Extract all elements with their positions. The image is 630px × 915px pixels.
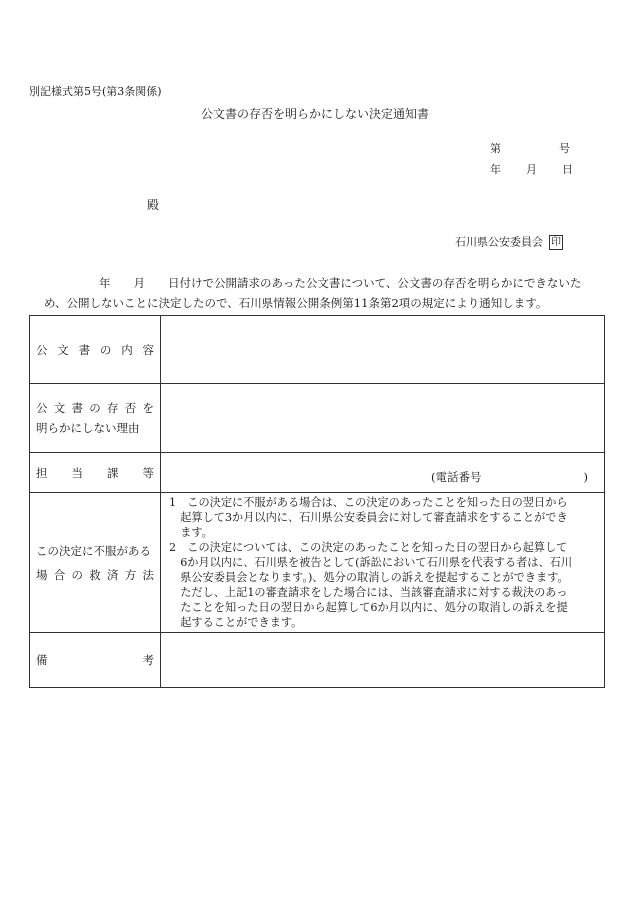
remedy-line: ただし、上記1の審査請求をした場合には、当該審査請求に対する裁決のあっ — [169, 586, 568, 599]
date-day-label: 日 — [562, 163, 573, 176]
label-remedy-line-2 — [36, 567, 154, 583]
phone-close-paren: ) — [583, 470, 588, 484]
value-document-content — [161, 316, 605, 384]
remedy-line: 起算して3か月以内に、石川県公安委員会に対して審査請求をすることができ — [169, 511, 568, 524]
label-char: 課 — [107, 465, 119, 480]
addressee-suffix: 殿 — [147, 198, 160, 212]
label-char: 方 — [124, 567, 137, 582]
remedy-line: 起することができます。 — [169, 616, 303, 629]
notice-table — [29, 315, 605, 688]
phone-label: (電話番号 — [431, 470, 482, 484]
label-char: の — [89, 401, 101, 415]
seal-mark: 印 — [551, 237, 561, 248]
remedy-line: ます。 — [169, 526, 213, 539]
label-remedy-line-1: この決定に不服がある — [36, 543, 151, 558]
document-number-line — [490, 142, 570, 156]
label-char: 文 — [53, 401, 66, 415]
label-char: 合 — [53, 567, 66, 582]
remedy-line: 6か月以内に、石川県を被告として(訴訟において石川県を代表する者は、石川 — [169, 556, 573, 569]
label-char: 文 — [57, 342, 69, 357]
remedy-line: 県公安委員会となります。)、処分の取消しの訴えを提起することができます。 — [169, 571, 569, 584]
date-line — [490, 163, 573, 177]
label-char: 書 — [78, 342, 91, 357]
label-char: 担 — [36, 465, 48, 480]
date-month-label: 月 — [526, 163, 537, 176]
issuer-line — [455, 235, 563, 250]
value-remarks — [161, 633, 605, 688]
notice-body-line-1: 年 月 日付けで公開請求のあった公文書について、公文書の存否を明らかにできないた — [99, 276, 582, 290]
label-document-content-text — [36, 342, 154, 358]
label-reason-line-1 — [36, 400, 154, 416]
form-number-label: 別記様式第5号(第3条関係) — [29, 85, 162, 98]
table-row-remedy — [30, 493, 605, 633]
label-remedy — [30, 493, 161, 633]
label-char: 考 — [142, 653, 154, 667]
label-char: 備 — [36, 653, 48, 667]
label-char: 公 — [36, 401, 48, 415]
label-char: 容 — [142, 342, 154, 357]
remedy-line: 2 この決定については、この決定のあったことを知った日の翌日から起算して — [169, 541, 568, 554]
label-char: 等 — [142, 465, 154, 480]
remedy-line: たことを知った日の翌日から起算して6か月以内に、処分の取消しの訴えを提 — [169, 601, 568, 614]
label-char: 公 — [36, 342, 48, 357]
value-department — [161, 453, 605, 493]
notice-body-line-2: め、公開しないことに決定したので、石川県情報公開条例第11条第2項の規定により通知します。 — [44, 296, 548, 310]
label-reason-line-2: 明らかにしない理由 — [36, 421, 140, 435]
table-row-department — [30, 453, 605, 493]
label-char: 存 — [107, 401, 119, 415]
label-char: の — [71, 567, 83, 582]
document-title: 公文書の存否を明らかにしない決定通知書 — [200, 107, 429, 121]
label-department — [30, 453, 161, 493]
label-char: 書 — [71, 401, 83, 415]
label-department-text — [36, 465, 154, 481]
date-year-label: 年 — [490, 163, 501, 176]
label-char: 場 — [36, 567, 48, 582]
table-row-remarks — [30, 633, 605, 688]
label-char: 否 — [124, 401, 137, 415]
label-char: 当 — [71, 465, 83, 480]
issuer-name: 石川県公安委員会 — [455, 235, 543, 249]
phone-number-field — [431, 469, 588, 485]
table-row-content — [30, 316, 605, 384]
label-reason — [30, 384, 161, 453]
label-char: 済 — [107, 567, 119, 582]
label-char: 救 — [89, 567, 101, 582]
table-row-reason — [30, 384, 605, 453]
remedy-line: 1 この決定に不服がある場合は、この決定のあったことを知った日の翌日から — [169, 496, 568, 509]
value-remedy — [161, 493, 605, 633]
number-prefix: 第 — [490, 142, 501, 155]
value-reason — [161, 384, 605, 453]
label-char: の — [99, 342, 112, 357]
label-char: 内 — [121, 342, 133, 357]
notice-body — [29, 273, 604, 313]
label-char: 法 — [142, 567, 154, 582]
label-char: を — [142, 401, 154, 415]
label-document-content — [30, 316, 161, 384]
label-remarks-text — [36, 652, 154, 668]
number-suffix: 号 — [559, 142, 570, 155]
label-remarks — [30, 633, 161, 688]
